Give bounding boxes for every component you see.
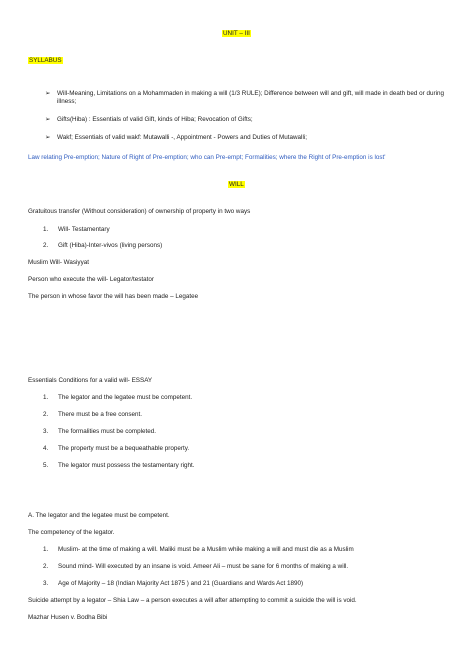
arrow-bullet-icon: ➢ — [45, 134, 51, 141]
list-item: There must be a free consent. — [58, 411, 143, 418]
list-number: 2. — [43, 411, 49, 418]
list-item: Will- Testamentary — [58, 226, 110, 233]
list-item: The formalities must be completed. — [58, 428, 156, 435]
suicide-line: Suicide attempt by a legator – Shia Law – a person executes a will after attempting to commit a suicide the will is void. — [28, 597, 357, 604]
list-item: The legator must possess the testamentary right. — [58, 462, 195, 469]
unit-title: UNIT – III — [223, 30, 250, 37]
syllabus-item: Will-Meaning, Limitations on a Mohammaden in making a will (1/3 RULE); Difference between will and gift, will made in death bed or during illness; — [57, 90, 444, 105]
syllabus-heading: SYLLABUS — [29, 57, 62, 64]
list-item: Sound mind- Will executed by an insane is void. Ameer Ali – must be sane for 6 months of making a will. — [58, 563, 349, 570]
case-line: Mazhar Husen v. Bodha Bibi — [28, 614, 108, 621]
pre-emption-line: Law relating Pre-emption; Nature of Right of Pre-emption; who can Pre-empt; Formalities; where the Right of Pre-emption is lost' — [28, 154, 386, 161]
transfer-intro: Gratuitous transfer (Without consideration) of ownership of property in two ways — [28, 208, 251, 215]
essentials-heading: Essentials Conditions for a valid will- ESSAY — [28, 377, 153, 384]
list-item: The legator and the legatee must be competent. — [58, 394, 193, 401]
list-item: Gift (Hiba)-Inter-vivos (living persons) — [58, 242, 163, 249]
list-number: 2. — [43, 563, 49, 570]
will-heading: WILL — [229, 181, 244, 188]
syllabus-item: Gifts(Hiba) : Essentials of valid Gift, kinds of Hiba; Revocation of Gifts; — [57, 116, 253, 123]
arrow-bullet-icon: ➢ — [45, 116, 51, 123]
arrow-bullet-icon: ➢ — [45, 90, 51, 97]
section-a-heading: A. The legator and the legatee must be competent. — [28, 512, 170, 519]
list-number: 2. — [43, 242, 49, 249]
list-item: The property must be a bequeathable property. — [58, 445, 190, 452]
muslim-will-line: Muslim Will- Wasiyyat — [28, 259, 89, 266]
list-number: 1. — [43, 226, 49, 233]
list-number: 1. — [43, 546, 49, 553]
legatee-line: The person in whose favor the will has been made – Legatee — [28, 293, 199, 300]
list-number: 3. — [43, 580, 49, 587]
list-item: Muslim- at the time of making a will. Maliki must be a Muslim while making a will and must die as a Muslim — [58, 546, 354, 553]
list-item: Age of Majority – 18 (Indian Majority Act 1875 ) and 21 (Guardians and Wards Act 1890) — [58, 580, 304, 587]
executor-line: Person who execute the will- Legator/testator — [28, 276, 155, 283]
list-number: 1. — [43, 394, 49, 401]
list-number: 3. — [43, 428, 49, 435]
list-number: 5. — [43, 462, 49, 469]
syllabus-item: Wakf; Essentials of valid wakf: Mutawalli -, Appointment - Powers and Duties of Mutawalli; — [57, 134, 307, 141]
list-number: 4. — [43, 445, 49, 452]
competency-line: The competency of the legator. — [28, 529, 115, 536]
